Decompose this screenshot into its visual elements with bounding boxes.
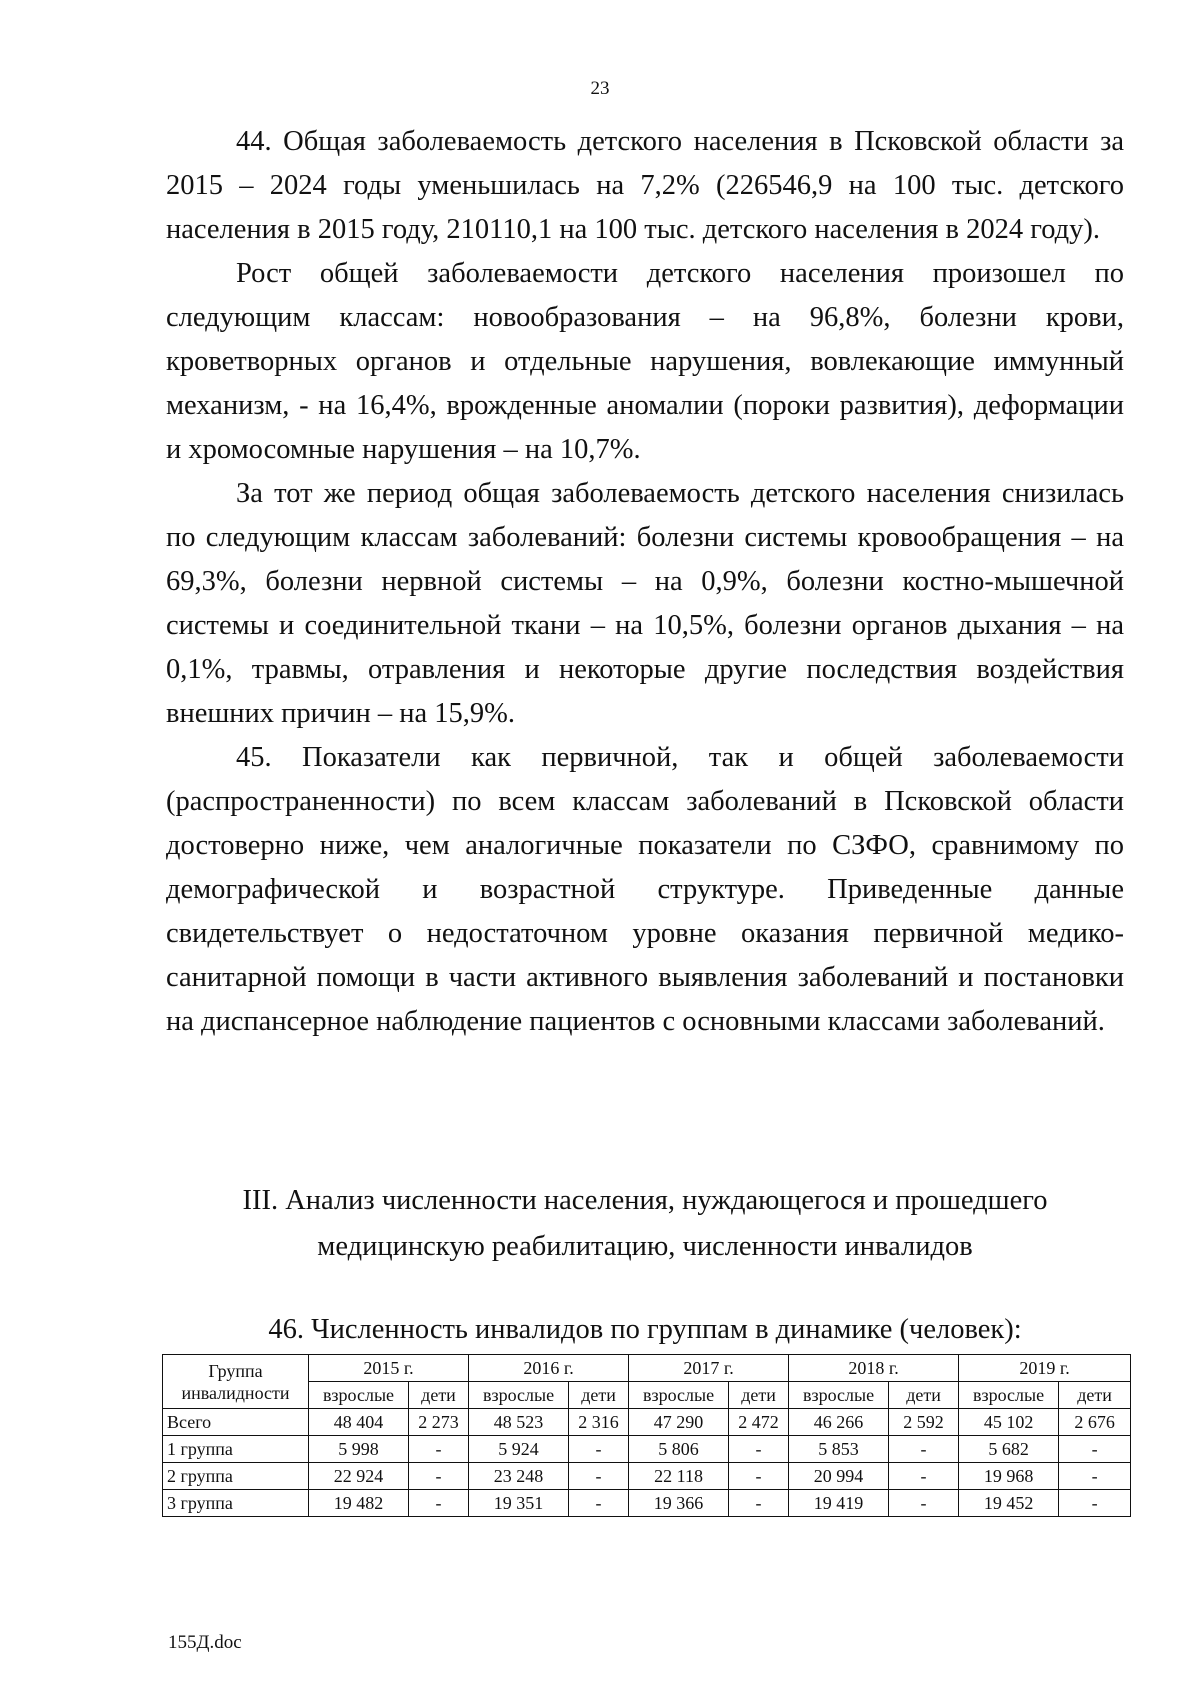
table-cell: 20 994	[789, 1463, 889, 1490]
row-label: 3 группа	[163, 1490, 309, 1517]
year-header: 2015 г.	[309, 1355, 469, 1382]
children-subheader: дети	[1059, 1382, 1131, 1409]
disability-table	[162, 1354, 1131, 1517]
table-cell: -	[729, 1463, 789, 1490]
page-number: 23	[590, 78, 610, 99]
children-subheader: дети	[409, 1382, 469, 1409]
section-heading	[166, 1178, 1124, 1270]
table-cell: -	[1059, 1463, 1131, 1490]
table-cell: 5 924	[469, 1436, 569, 1463]
year-header: 2016 г.	[469, 1355, 629, 1382]
body-text	[166, 120, 1124, 1044]
table-cell: -	[409, 1490, 469, 1517]
table-row	[163, 1490, 1131, 1517]
table-cell: -	[729, 1436, 789, 1463]
table-cell: -	[569, 1436, 629, 1463]
table-cell: -	[889, 1490, 959, 1517]
table-cell: 19 968	[959, 1463, 1059, 1490]
table-cell: 19 452	[959, 1490, 1059, 1517]
adults-subheader: взрослые	[629, 1382, 729, 1409]
year-header: 2018 г.	[789, 1355, 959, 1382]
children-subheader: дети	[889, 1382, 959, 1409]
year-header: 2019 г.	[959, 1355, 1131, 1382]
table-subheader-row	[163, 1382, 1131, 1409]
table-cell: 2 316	[569, 1409, 629, 1436]
group-column-header: Группа инвалидности	[163, 1355, 309, 1409]
section-heading-line-1: III. Анализ численности населения, нуждающегося и прошедшего	[242, 1185, 1048, 1216]
table-cell: 2 472	[729, 1409, 789, 1436]
table-cell: 5 853	[789, 1436, 889, 1463]
table-cell: 2 273	[409, 1409, 469, 1436]
table-cell: 5 998	[309, 1436, 409, 1463]
table-cell: -	[889, 1463, 959, 1490]
adults-subheader: взрослые	[959, 1382, 1059, 1409]
adults-subheader: взрослые	[789, 1382, 889, 1409]
table-cell: 46 266	[789, 1409, 889, 1436]
table-header-row	[163, 1355, 1131, 1382]
table-cell: 19 419	[789, 1490, 889, 1517]
row-label: 2 группа	[163, 1463, 309, 1490]
table-caption: 46. Численность инвалидов по группам в динамике (человек):	[268, 1314, 1022, 1345]
table-cell: 19 351	[469, 1490, 569, 1517]
paragraph-45: 45. Показатели как первичной, так и общей заболеваемости (распространенности) по всем классам заболеваний в Псковской области достоверно ниже, чем аналогичные показатели по СЗФО, сравнимому по демографической и возрастной структуре. Приведенные данные свидетельствует о недостаточном уровне оказания первичной медико-санитарной помощи в части активного выявления заболеваний и постановки на диспансерное наблюдение пациентов с основными классами заболеваний.	[166, 742, 1124, 1037]
table-row	[163, 1409, 1131, 1436]
table-cell: 2 676	[1059, 1409, 1131, 1436]
table-cell: -	[569, 1463, 629, 1490]
table-cell: 48 523	[469, 1409, 569, 1436]
table-cell: 2 592	[889, 1409, 959, 1436]
table-cell: -	[1059, 1490, 1131, 1517]
table-cell: 47 290	[629, 1409, 729, 1436]
children-subheader: дети	[569, 1382, 629, 1409]
year-header: 2017 г.	[629, 1355, 789, 1382]
adults-subheader: взрослые	[309, 1382, 409, 1409]
table-cell: 45 102	[959, 1409, 1059, 1436]
table-cell: -	[889, 1436, 959, 1463]
children-subheader: дети	[729, 1382, 789, 1409]
table-cell: -	[409, 1463, 469, 1490]
section-heading-line-2: медицинскую реабилитацию, численности инвалидов	[317, 1231, 973, 1262]
adults-subheader: взрослые	[469, 1382, 569, 1409]
row-label: Всего	[163, 1409, 309, 1436]
table-row	[163, 1436, 1131, 1463]
table-cell: -	[409, 1436, 469, 1463]
table-cell: 22 924	[309, 1463, 409, 1490]
paragraph-decline: За тот же период общая заболеваемость детского населения снизилась по следующим классам заболеваний: болезни системы кровообращения – на 69,3%, болезни нервной системы – на 0,9%, болезни костно-мышечной системы и соединительной ткани – на 10,5%, болезни органов дыхания – на 0,1%, травмы, отравления и некоторые другие последствия воздействия внешних причин – на 15,9%.	[166, 478, 1124, 729]
table-cell: 5 682	[959, 1436, 1059, 1463]
table-cell: 19 366	[629, 1490, 729, 1517]
table-cell: -	[1059, 1436, 1131, 1463]
table-cell: -	[569, 1490, 629, 1517]
row-label: 1 группа	[163, 1436, 309, 1463]
table-row	[163, 1463, 1131, 1490]
table-cell: 48 404	[309, 1409, 409, 1436]
table-cell: 22 118	[629, 1463, 729, 1490]
table-cell: 23 248	[469, 1463, 569, 1490]
footer-filename: 155Д.doc	[168, 1632, 242, 1653]
table-cell: 19 482	[309, 1490, 409, 1517]
paragraph-44: 44. Общая заболеваемость детского населения в Псковской области за 2015 – 2024 годы уменьшилась на 7,2% (226546,9 на 100 тыс. детского населения в 2015 году, 210110,1 на 100 тыс. детского населения в 2024 году).	[166, 126, 1124, 245]
table-cell: -	[729, 1490, 789, 1517]
paragraph-growth: Рост общей заболеваемости детского населения произошел по следующим классам: новообразования – на 96,8%, болезни крови, кроветворных органов и отдельные нарушения, вовлекающие иммунный механизм, - на 16,4%, врожденные аномалии (пороки развития), деформации и хромосомные нарушения – на 10,7%.	[166, 258, 1124, 465]
table-cell: 5 806	[629, 1436, 729, 1463]
